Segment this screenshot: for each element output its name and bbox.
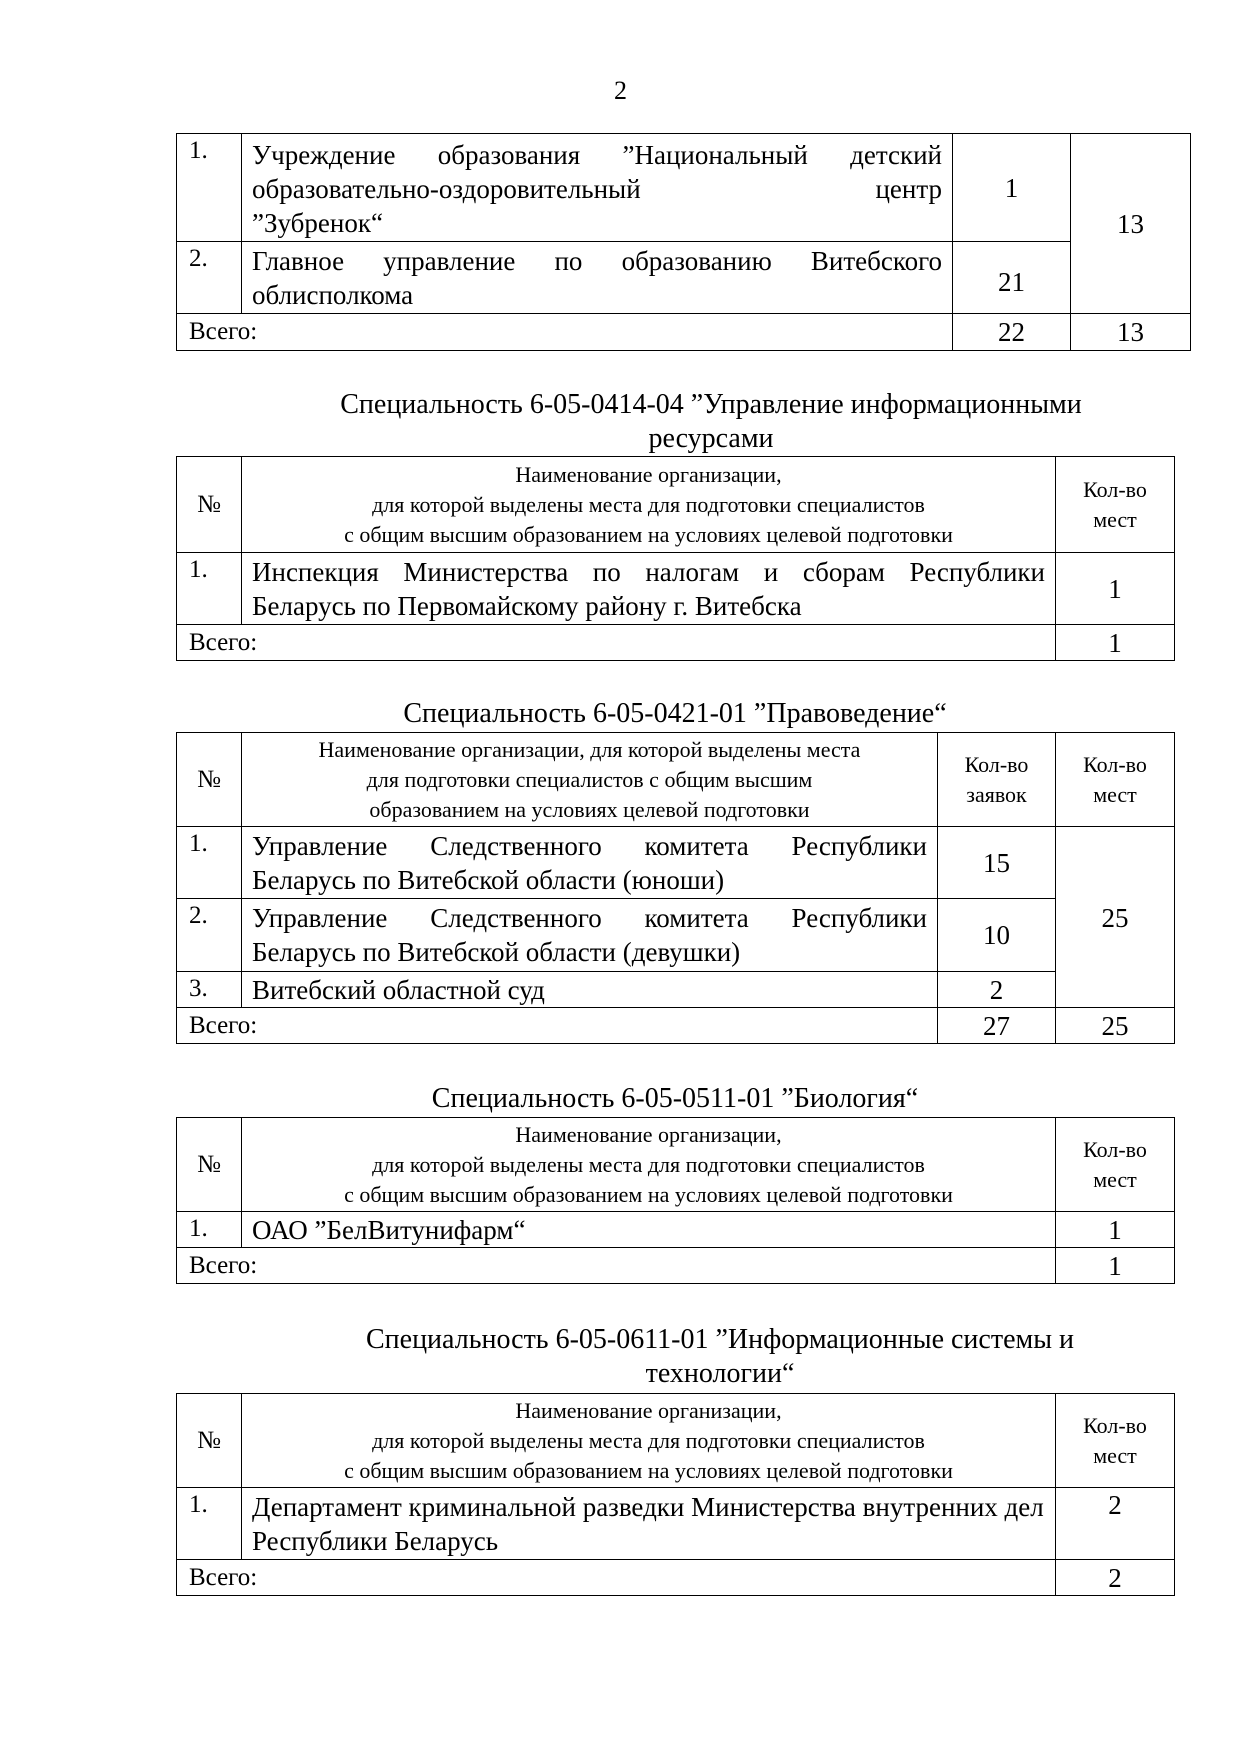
column-header-requests	[938, 733, 1056, 827]
header-line: Кол-во	[1083, 751, 1147, 777]
organization-name-line: образовательно-оздоровительный центр	[252, 173, 942, 204]
column-header-number: №	[177, 1394, 242, 1488]
header-line: с общим высшим образованием на условиях целевой подготовки	[344, 1457, 953, 1483]
total-label: Всего:	[177, 625, 1056, 661]
header-line: Наименование организации,	[515, 461, 782, 487]
places-count: 2	[1056, 1488, 1175, 1560]
total-places: 1	[1056, 625, 1175, 661]
header-line: мест	[1093, 1442, 1137, 1468]
page-number: 2	[614, 76, 627, 105]
total-label: Всего:	[177, 314, 953, 351]
organization-name: Инспекция Министерства по налогам и сборам Республики Беларусь по Первомайскому району г. Витебска	[242, 553, 1056, 625]
header-line: Наименование организации,	[515, 1121, 782, 1147]
total-row	[177, 625, 1175, 661]
column-header-places	[1056, 1394, 1175, 1488]
column-header-name	[242, 457, 1056, 553]
column-header-name	[242, 1118, 1056, 1212]
table-header	[177, 1394, 1175, 1488]
section-title: Специальность 6-05-0511-01 ”Биология“	[431, 1083, 919, 1114]
total-row	[177, 1008, 1175, 1044]
places-count: 13	[1071, 134, 1191, 314]
row-number: 1.	[177, 1212, 242, 1248]
places-count: 25	[1056, 827, 1175, 1008]
header-line: мест	[1093, 1166, 1137, 1192]
column-header-name	[242, 733, 938, 827]
column-header-number: №	[177, 457, 242, 553]
row-number: 2.	[177, 899, 242, 972]
organization-name: Главное управление по образованию Витебского облисполкома	[242, 242, 953, 314]
row-number: 1.	[177, 827, 242, 899]
header-line: Кол-во	[1083, 1412, 1147, 1438]
table-row	[177, 827, 1175, 899]
header-line: для которой выделены места для подготовки специалистов	[372, 1427, 925, 1453]
column-header-number: №	[177, 733, 242, 827]
total-row	[177, 1248, 1175, 1284]
organization-name: Управление Следственного комитета Республики Беларусь по Витебской области (девушки)	[242, 899, 938, 972]
total-label: Всего:	[177, 1248, 1056, 1284]
table-row	[177, 134, 1191, 242]
column-header-places	[1056, 1118, 1175, 1212]
section-table	[176, 732, 1175, 1044]
section-title: Специальность 6-05-0414-04 ”Управление информационными ресурсами	[340, 389, 1082, 454]
header-line: образованием на условиях целевой подготовки	[369, 796, 810, 822]
column-header-name	[242, 1394, 1056, 1488]
total-places: 2	[1056, 1560, 1175, 1596]
header-line: Кол-во	[1083, 476, 1147, 502]
header-line: с общим высшим образованием на условиях целевой подготовки	[344, 521, 953, 547]
header-line: Наименование организации,	[515, 1397, 782, 1423]
section-table	[176, 1393, 1175, 1596]
header-line: мест	[1093, 781, 1137, 807]
table-row	[177, 1212, 1175, 1248]
row-number: 1.	[177, 1488, 242, 1560]
total-places: 25	[1056, 1008, 1175, 1044]
header-line: Кол-во	[964, 751, 1029, 777]
requests-count: 1	[953, 134, 1071, 242]
section-table	[176, 456, 1175, 661]
header-line: для которой выделены места для подготовки специалистов	[372, 491, 925, 517]
table-row	[177, 899, 1175, 972]
organization-name: Витебский областной суд	[242, 972, 938, 1008]
requests-count: 15	[938, 827, 1056, 899]
row-number: 3.	[177, 972, 242, 1008]
total-label: Всего:	[177, 1560, 1056, 1596]
section-title: Специальность 6-05-0611-01 ”Информационные системы и технологии“	[365, 1324, 1075, 1389]
total-row	[177, 1560, 1175, 1596]
table-header	[177, 733, 1175, 827]
header-line: Наименование организации, для которой выделены места	[318, 736, 861, 762]
organization-name: Управление Следственного комитета Республики Беларусь по Витебской области (юноши)	[242, 827, 938, 899]
row-number: 2.	[177, 242, 242, 314]
column-header-places	[1056, 457, 1175, 553]
header-line: Кол-во	[1083, 1136, 1147, 1162]
requests-count: 21	[953, 242, 1071, 314]
table-header	[177, 457, 1175, 553]
section-title: Специальность 6-05-0421-01 ”Правоведение“	[403, 698, 947, 729]
requests-count: 2	[938, 972, 1056, 1008]
table-row	[177, 972, 1175, 1008]
requests-count: 10	[938, 899, 1056, 972]
continuation-table	[176, 133, 1191, 351]
total-places: 13	[1071, 314, 1191, 351]
total-row	[177, 314, 1191, 351]
header-line: для подготовки специалистов с общим высшим	[366, 766, 813, 792]
header-line: для которой выделены места для подготовки специалистов	[372, 1151, 925, 1177]
organization-name-line: Учреждение образования ”Национальный детский	[252, 139, 942, 170]
table-header	[177, 1118, 1175, 1212]
organization-name: ОАО ”БелВитунифарм“	[242, 1212, 1056, 1248]
places-count: 1	[1056, 553, 1175, 625]
table-row	[177, 553, 1175, 625]
table-row	[177, 1488, 1175, 1560]
total-places: 1	[1056, 1248, 1175, 1284]
row-number: 1.	[177, 553, 242, 625]
total-label: Всего:	[177, 1008, 938, 1044]
total-requests: 27	[938, 1008, 1056, 1044]
total-requests: 22	[953, 314, 1071, 351]
header-line: мест	[1093, 506, 1137, 532]
header-line: заявок	[966, 781, 1027, 807]
organization-name-line: ”Зубренок“	[252, 207, 383, 238]
organization-name	[242, 134, 953, 242]
row-number: 1.	[177, 134, 242, 242]
organization-name: Департамент криминальной разведки Министерства внутренних дел Республики Беларусь	[242, 1488, 1056, 1560]
places-count: 1	[1056, 1212, 1175, 1248]
column-header-places	[1056, 733, 1175, 827]
table-row	[177, 242, 1191, 314]
header-line: с общим высшим образованием на условиях целевой подготовки	[344, 1181, 953, 1207]
section-table	[176, 1117, 1175, 1284]
column-header-number: №	[177, 1118, 242, 1212]
